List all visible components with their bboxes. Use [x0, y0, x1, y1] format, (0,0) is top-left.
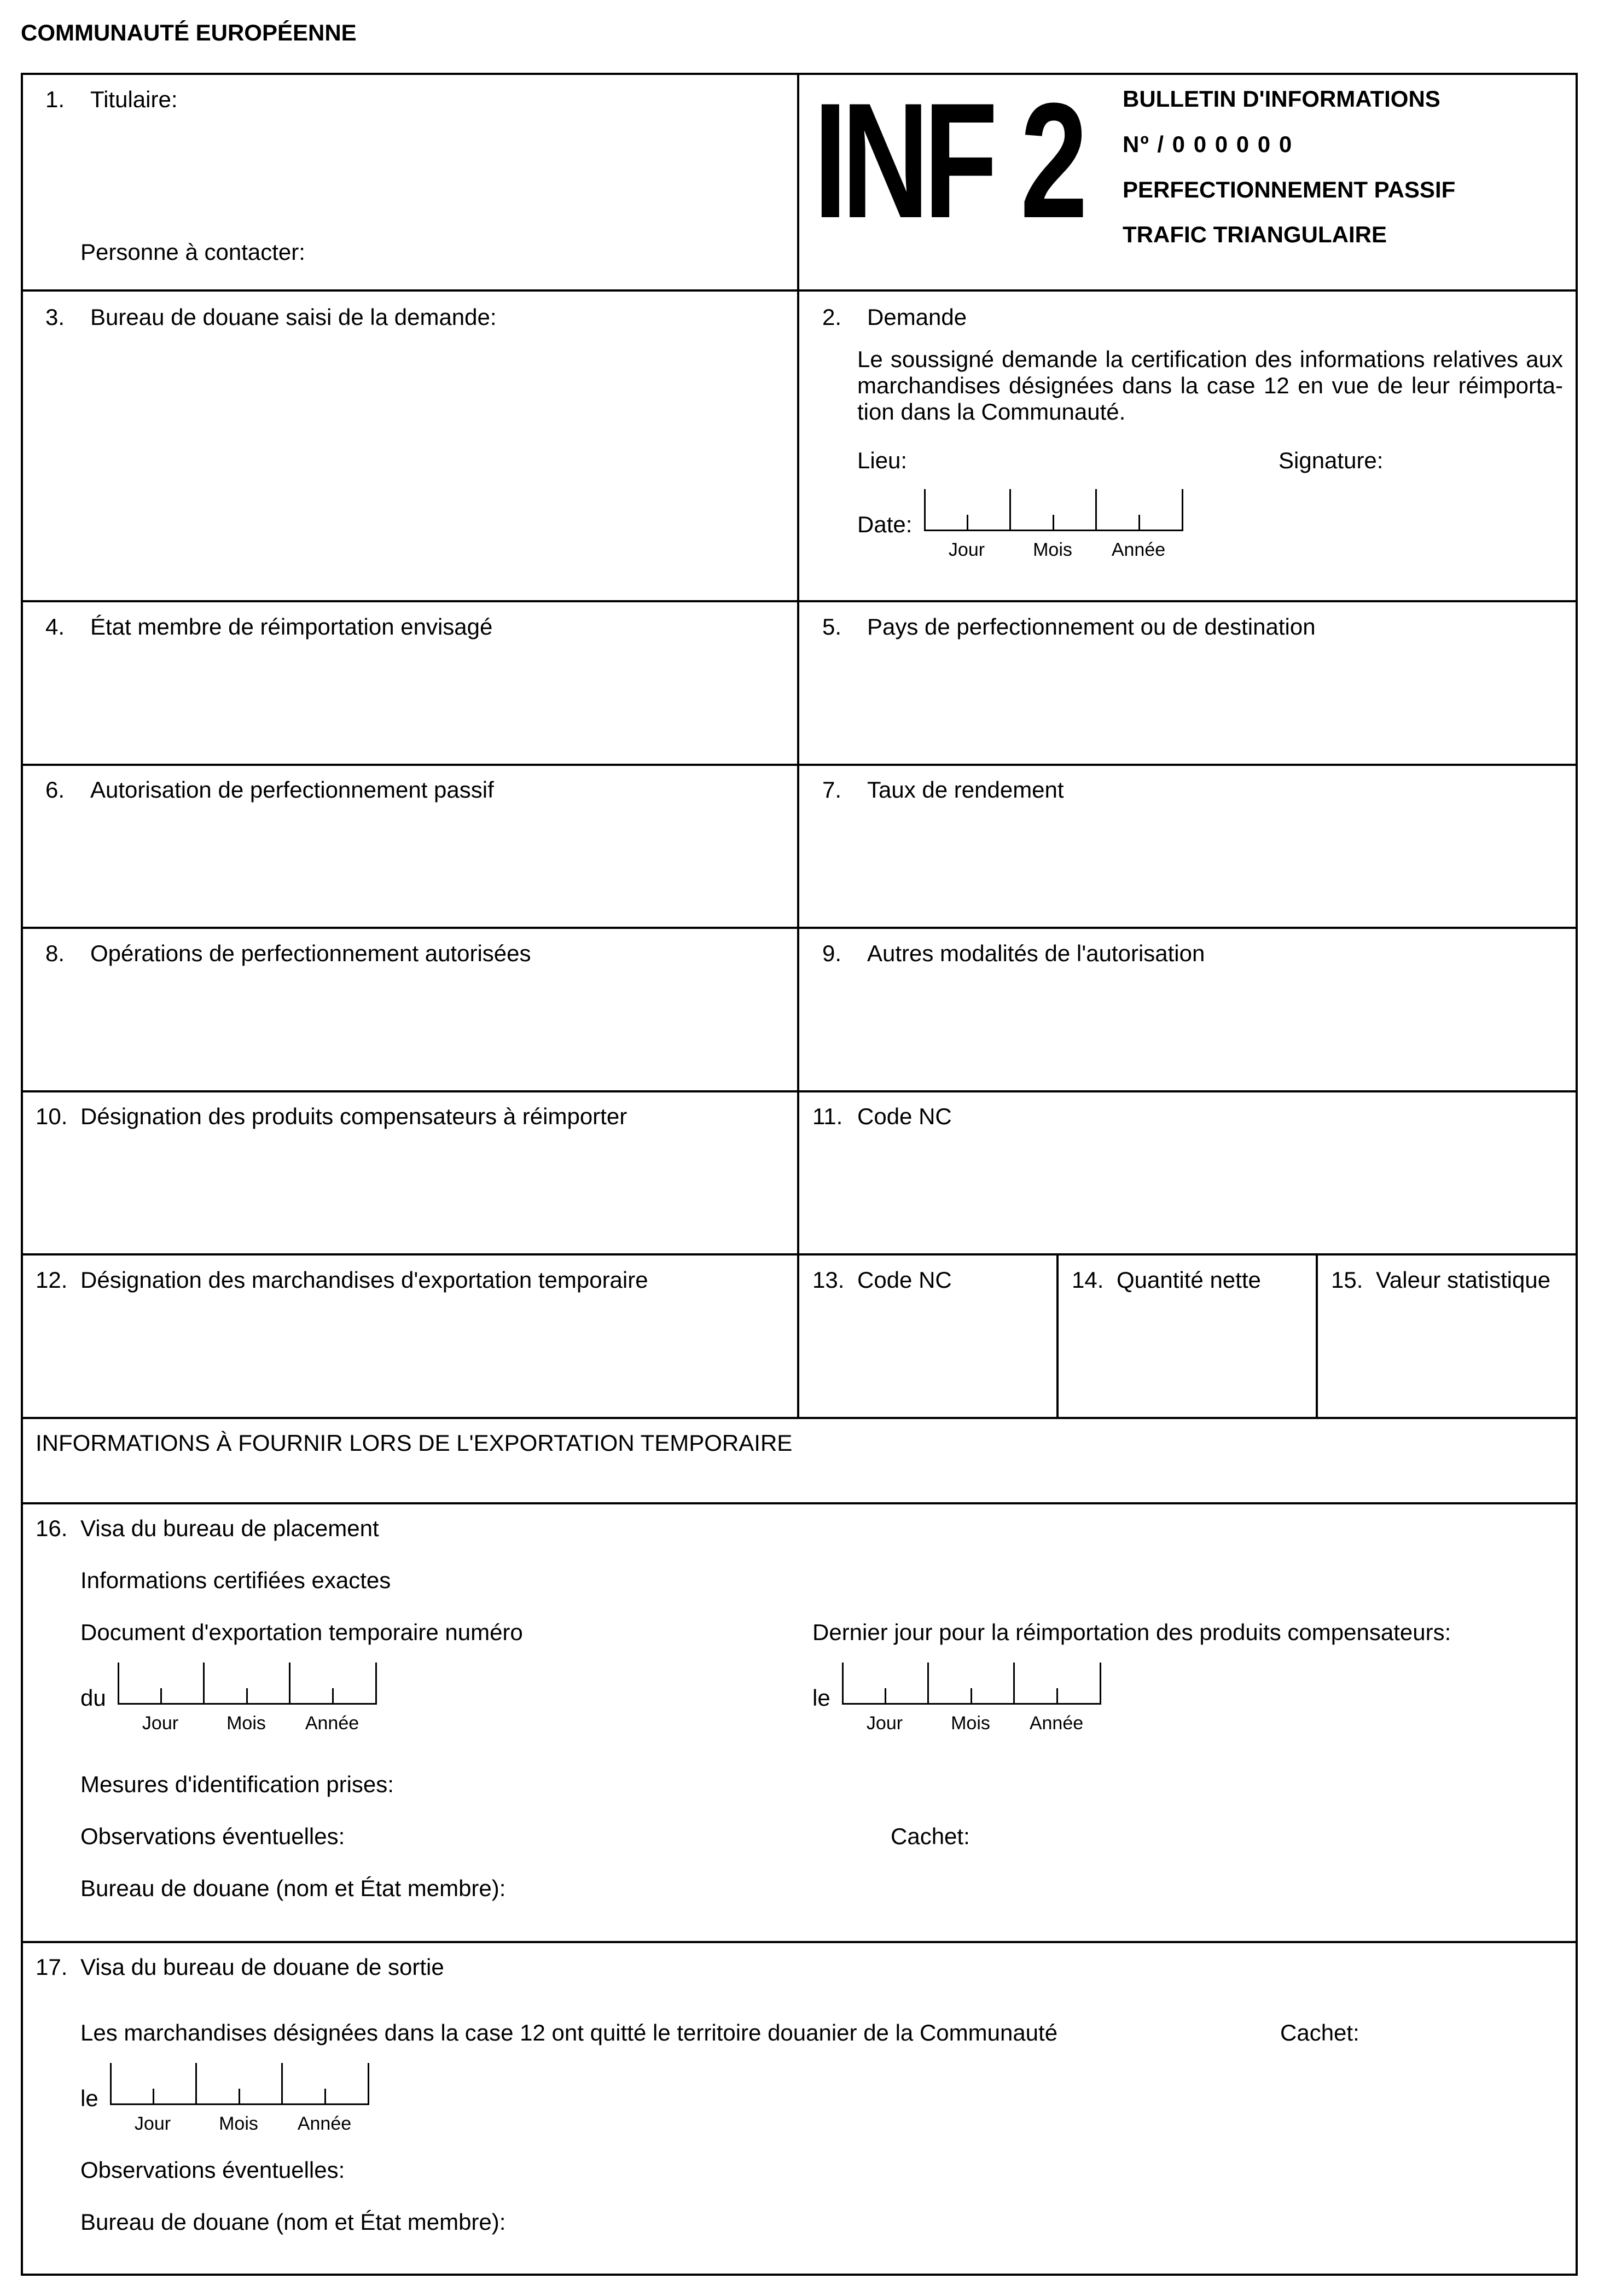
box-10-title: 10. Désignation des produits compensateurs à réimporter [36, 1103, 627, 1129]
separator [281, 2063, 283, 2105]
box-3-title: 3. Bureau de douane saisi de la demande: [45, 304, 497, 330]
le-label: le [812, 1685, 830, 1711]
goods-left-text: Les marchandises désignées dans la case 12 ont quitté le territoire douanier de la Communauté [80, 2020, 1058, 2045]
place-label: Lieu: [857, 447, 908, 473]
day-label: Jour [142, 1713, 179, 1734]
tick [332, 1688, 334, 1705]
box-11-title: 11. Code NC [812, 1103, 952, 1129]
divider [21, 289, 1578, 292]
reimport-date-boxes[interactable] [842, 1663, 1101, 1734]
year-label: Année [1029, 1713, 1084, 1734]
last-day-label: Dernier jour pour la réimportation des produits compensateurs: [812, 1619, 1451, 1645]
form-title-3: PERFECTIONNEMENT PASSIF [1123, 177, 1456, 202]
du-label: du [80, 1685, 106, 1711]
divider [797, 73, 799, 1419]
month-label: Mois [226, 1713, 266, 1734]
box-2-title: 2. Demande [822, 304, 967, 330]
year-label: Année [1111, 539, 1166, 560]
box-8-title: 8. Opérations de perfectionnement autorisées [45, 940, 531, 966]
box-4-title: 4. État membre de réimportation envisagé [45, 614, 493, 640]
stamp-label: Cachet: [891, 1823, 970, 1849]
tick [1056, 1688, 1058, 1705]
box-7-title: 7. Taux de rendement [822, 777, 1064, 803]
box-5-title: 5. Pays de perfectionnement ou de destination [822, 614, 1316, 640]
divider [21, 1417, 1578, 1419]
tick [239, 2089, 240, 2105]
separator [927, 1663, 929, 1705]
tick [971, 1688, 972, 1705]
box-1-title: 1. Titulaire: [45, 86, 178, 112]
month-label: Mois [951, 1713, 990, 1734]
year-label: Année [297, 2113, 352, 2134]
divider [1056, 1253, 1059, 1419]
separator [1013, 1663, 1015, 1705]
separator [1009, 489, 1011, 531]
tick [246, 1688, 248, 1705]
separator [1095, 489, 1097, 531]
day-label: Jour [948, 539, 985, 560]
section-title: INFORMATIONS À FOURNIR LORS DE L'EXPORTATION TEMPORAIRE [36, 1430, 793, 1456]
divider [21, 1253, 1578, 1255]
contact-person-label: Personne à contacter: [80, 239, 305, 265]
export-doc-label: Document d'exportation temporaire numéro [80, 1619, 523, 1645]
date-label: Date: [857, 511, 913, 537]
month-label: Mois [219, 2113, 258, 2134]
tick [967, 515, 968, 531]
day-label: Jour [866, 1713, 903, 1734]
signature-label: Signature: [1279, 447, 1384, 473]
export-date-boxes[interactable] [118, 1663, 377, 1734]
box-15-title: 15. Valeur statistique [1331, 1267, 1551, 1293]
box-16-title: 16. Visa du bureau de placement [36, 1515, 379, 1541]
observations-label: Observations éventuelles: [80, 2157, 345, 2183]
form-number: Nº / 0 0 0 0 0 0 [1123, 131, 1293, 157]
divider [21, 1090, 1578, 1092]
customs-office-label: Bureau de douane (nom et État membre): [80, 2209, 506, 2235]
separator [203, 1663, 205, 1705]
divider [21, 927, 1578, 929]
year-label: Année [305, 1713, 359, 1734]
divider [1316, 1253, 1318, 1419]
divider [21, 600, 1578, 602]
box-14-title: 14. Quantité nette [1072, 1267, 1261, 1293]
day-label: Jour [134, 2113, 171, 2134]
community-header: COMMUNAUTÉ EUROPÉENNE [21, 20, 357, 45]
form-title-4: TRAFIC TRIANGULAIRE [1123, 222, 1387, 247]
box-13-title: 13. Code NC [812, 1267, 952, 1293]
separator [195, 2063, 197, 2105]
divider [21, 764, 1578, 766]
tick [324, 2089, 326, 2105]
form-code: INF 2 [813, 68, 1082, 252]
tick [160, 1688, 162, 1705]
tick [885, 1688, 886, 1705]
box-9-title: 9. Autres modalités de l'autorisation [822, 940, 1205, 966]
form-title-1: BULLETIN D'INFORMATIONS [1123, 86, 1440, 112]
divider [21, 1941, 1578, 1943]
tick [1138, 515, 1140, 531]
request-text: Le soussigné demande la certification des informations relatives aux marchandises désignées dans la case 12 en vue de leur réimportation dans la Communauté. [857, 346, 1563, 425]
box-6-title: 6. Autorisation de perfectionnement passif [45, 777, 494, 803]
separator [289, 1663, 290, 1705]
stamp-label: Cachet: [1280, 2020, 1359, 2045]
le-label: le [80, 2085, 98, 2111]
box-12-title: 12. Désignation des marchandises d'exportation temporaire [36, 1267, 648, 1293]
month-label: Mois [1033, 539, 1072, 560]
observations-label: Observations éventuelles: [80, 1823, 345, 1849]
date-boxes[interactable] [924, 489, 1183, 560]
identification-label: Mesures d'identification prises: [80, 1771, 394, 1797]
tick [153, 2089, 154, 2105]
tick [1053, 515, 1054, 531]
box-17-title: 17. Visa du bureau de douane de sortie [36, 1954, 444, 1980]
customs-office-label: Bureau de douane (nom et État membre): [80, 1875, 506, 1901]
divider [21, 1502, 1578, 1504]
certified-label: Informations certifiées exactes [80, 1567, 391, 1593]
exit-date-boxes[interactable] [110, 2063, 369, 2134]
